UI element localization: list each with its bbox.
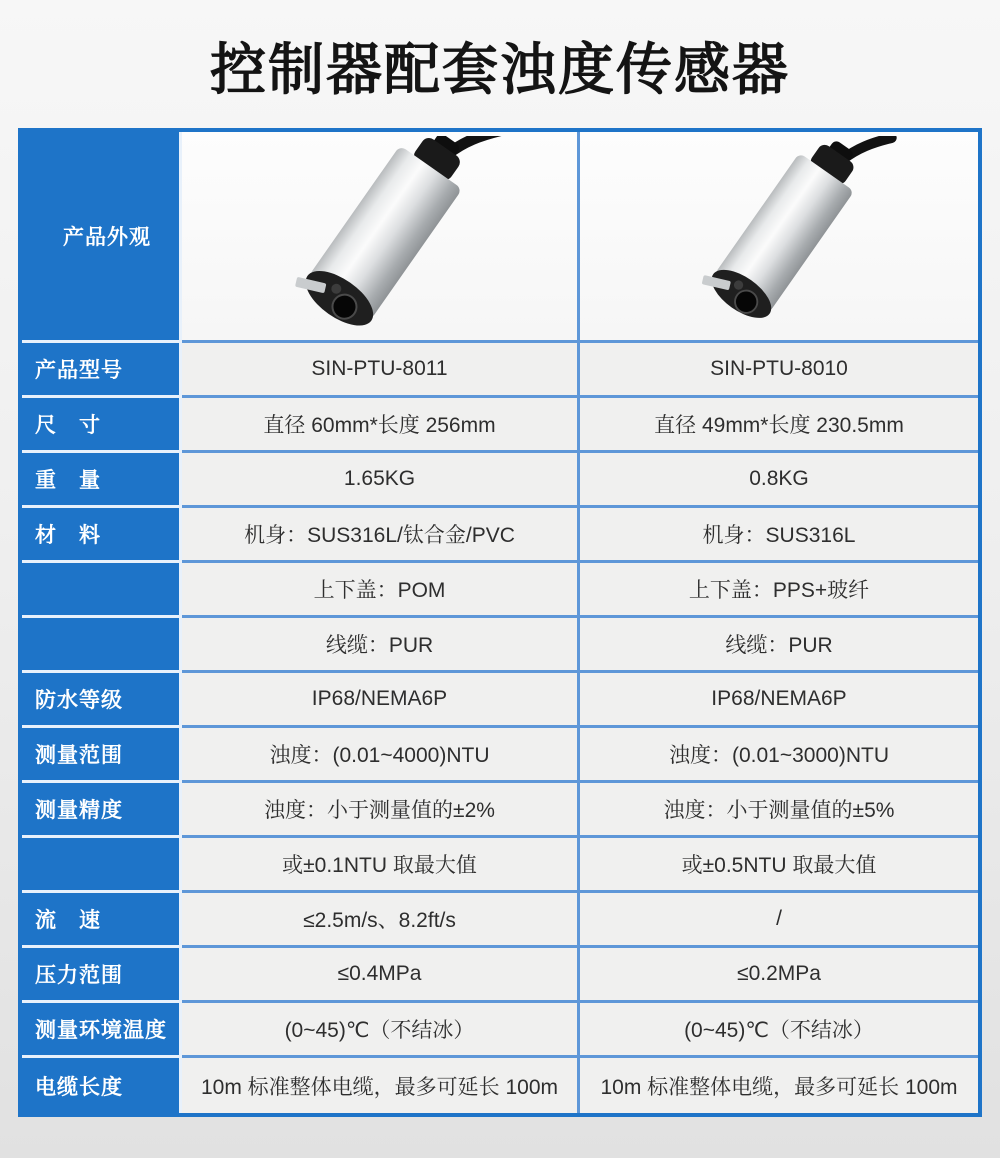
spec-row-label-appearance (22, 132, 182, 343)
spec-table (18, 128, 982, 1117)
spec-value-right: 或±0.5NTU 取最大值 (580, 838, 978, 893)
spec-row-label (22, 618, 182, 673)
spec-value-right: 机身：SUS316L (580, 508, 978, 563)
turbidity-sensor-photo-8011 (215, 136, 545, 336)
spec-row-label: 流 速 (22, 893, 182, 948)
spec-row-label: 测量环境温度 (22, 1003, 182, 1058)
spec-row-label: 测量精度 (22, 783, 182, 838)
spec-value-left: 上下盖：POM (182, 563, 580, 618)
spec-value-left: 浊度：小于测量值的±2% (182, 783, 580, 838)
spec-value-left: SIN-PTU-8011 (182, 343, 580, 398)
appearance-label: 产品外观 (63, 226, 151, 249)
spec-row-label: 电缆长度 (22, 1058, 182, 1113)
spec-value-left: 浊度：(0.01~4000)NTU (182, 728, 580, 783)
page-title: 控制器配套浊度传感器 (210, 38, 790, 101)
turbidity-sensor-photo-8010 (614, 136, 944, 336)
spec-value-right: 浊度：(0.01~3000)NTU (580, 728, 978, 783)
spec-value-left: 或±0.1NTU 取最大值 (182, 838, 580, 893)
spec-value-left: 机身：SUS316L/钛合金/PVC (182, 508, 580, 563)
spec-value-left: ≤2.5m/s、8.2ft/s (182, 893, 580, 948)
product-image-cell-right (580, 132, 978, 343)
spec-row-label (22, 838, 182, 893)
spec-row-label: 尺 寸 (22, 398, 182, 453)
spec-value-left: (0~45)℃（不结冰） (182, 1003, 580, 1058)
spec-value-right: 直径 49mm*长度 230.5mm (580, 398, 978, 453)
spec-value-right: 线缆：PUR (580, 618, 978, 673)
product-image-cell-left (182, 132, 580, 343)
spec-value-left: 直径 60mm*长度 256mm (182, 398, 580, 453)
spec-value-right: (0~45)℃（不结冰） (580, 1003, 978, 1058)
spec-value-right: SIN-PTU-8010 (580, 343, 978, 398)
spec-value-left: 线缆：PUR (182, 618, 580, 673)
spec-row-label: 防水等级 (22, 673, 182, 728)
spec-row-label (22, 563, 182, 618)
spec-value-left: 10m 标准整体电缆，最多可延长 100m (182, 1058, 580, 1113)
spec-row-label: 材 料 (22, 508, 182, 563)
spec-value-right: 0.8KG (580, 453, 978, 508)
spec-value-right: ≤0.2MPa (580, 948, 978, 1003)
spec-value-left: IP68/NEMA6P (182, 673, 580, 728)
spec-row-label: 压力范围 (22, 948, 182, 1003)
spec-row-label: 产品型号 (22, 343, 182, 398)
spec-value-right: 上下盖：PPS+玻纤 (580, 563, 978, 618)
spec-value-right: 浊度：小于测量值的±5% (580, 783, 978, 838)
spec-row-label: 测量范围 (22, 728, 182, 783)
spec-value-right: / (580, 893, 978, 948)
spec-value-left: ≤0.4MPa (182, 948, 580, 1003)
spec-value-left: 1.65KG (182, 453, 580, 508)
spec-row-label: 重 量 (22, 453, 182, 508)
spec-value-right: 10m 标准整体电缆，最多可延长 100m (580, 1058, 978, 1113)
spec-value-right: IP68/NEMA6P (580, 673, 978, 728)
